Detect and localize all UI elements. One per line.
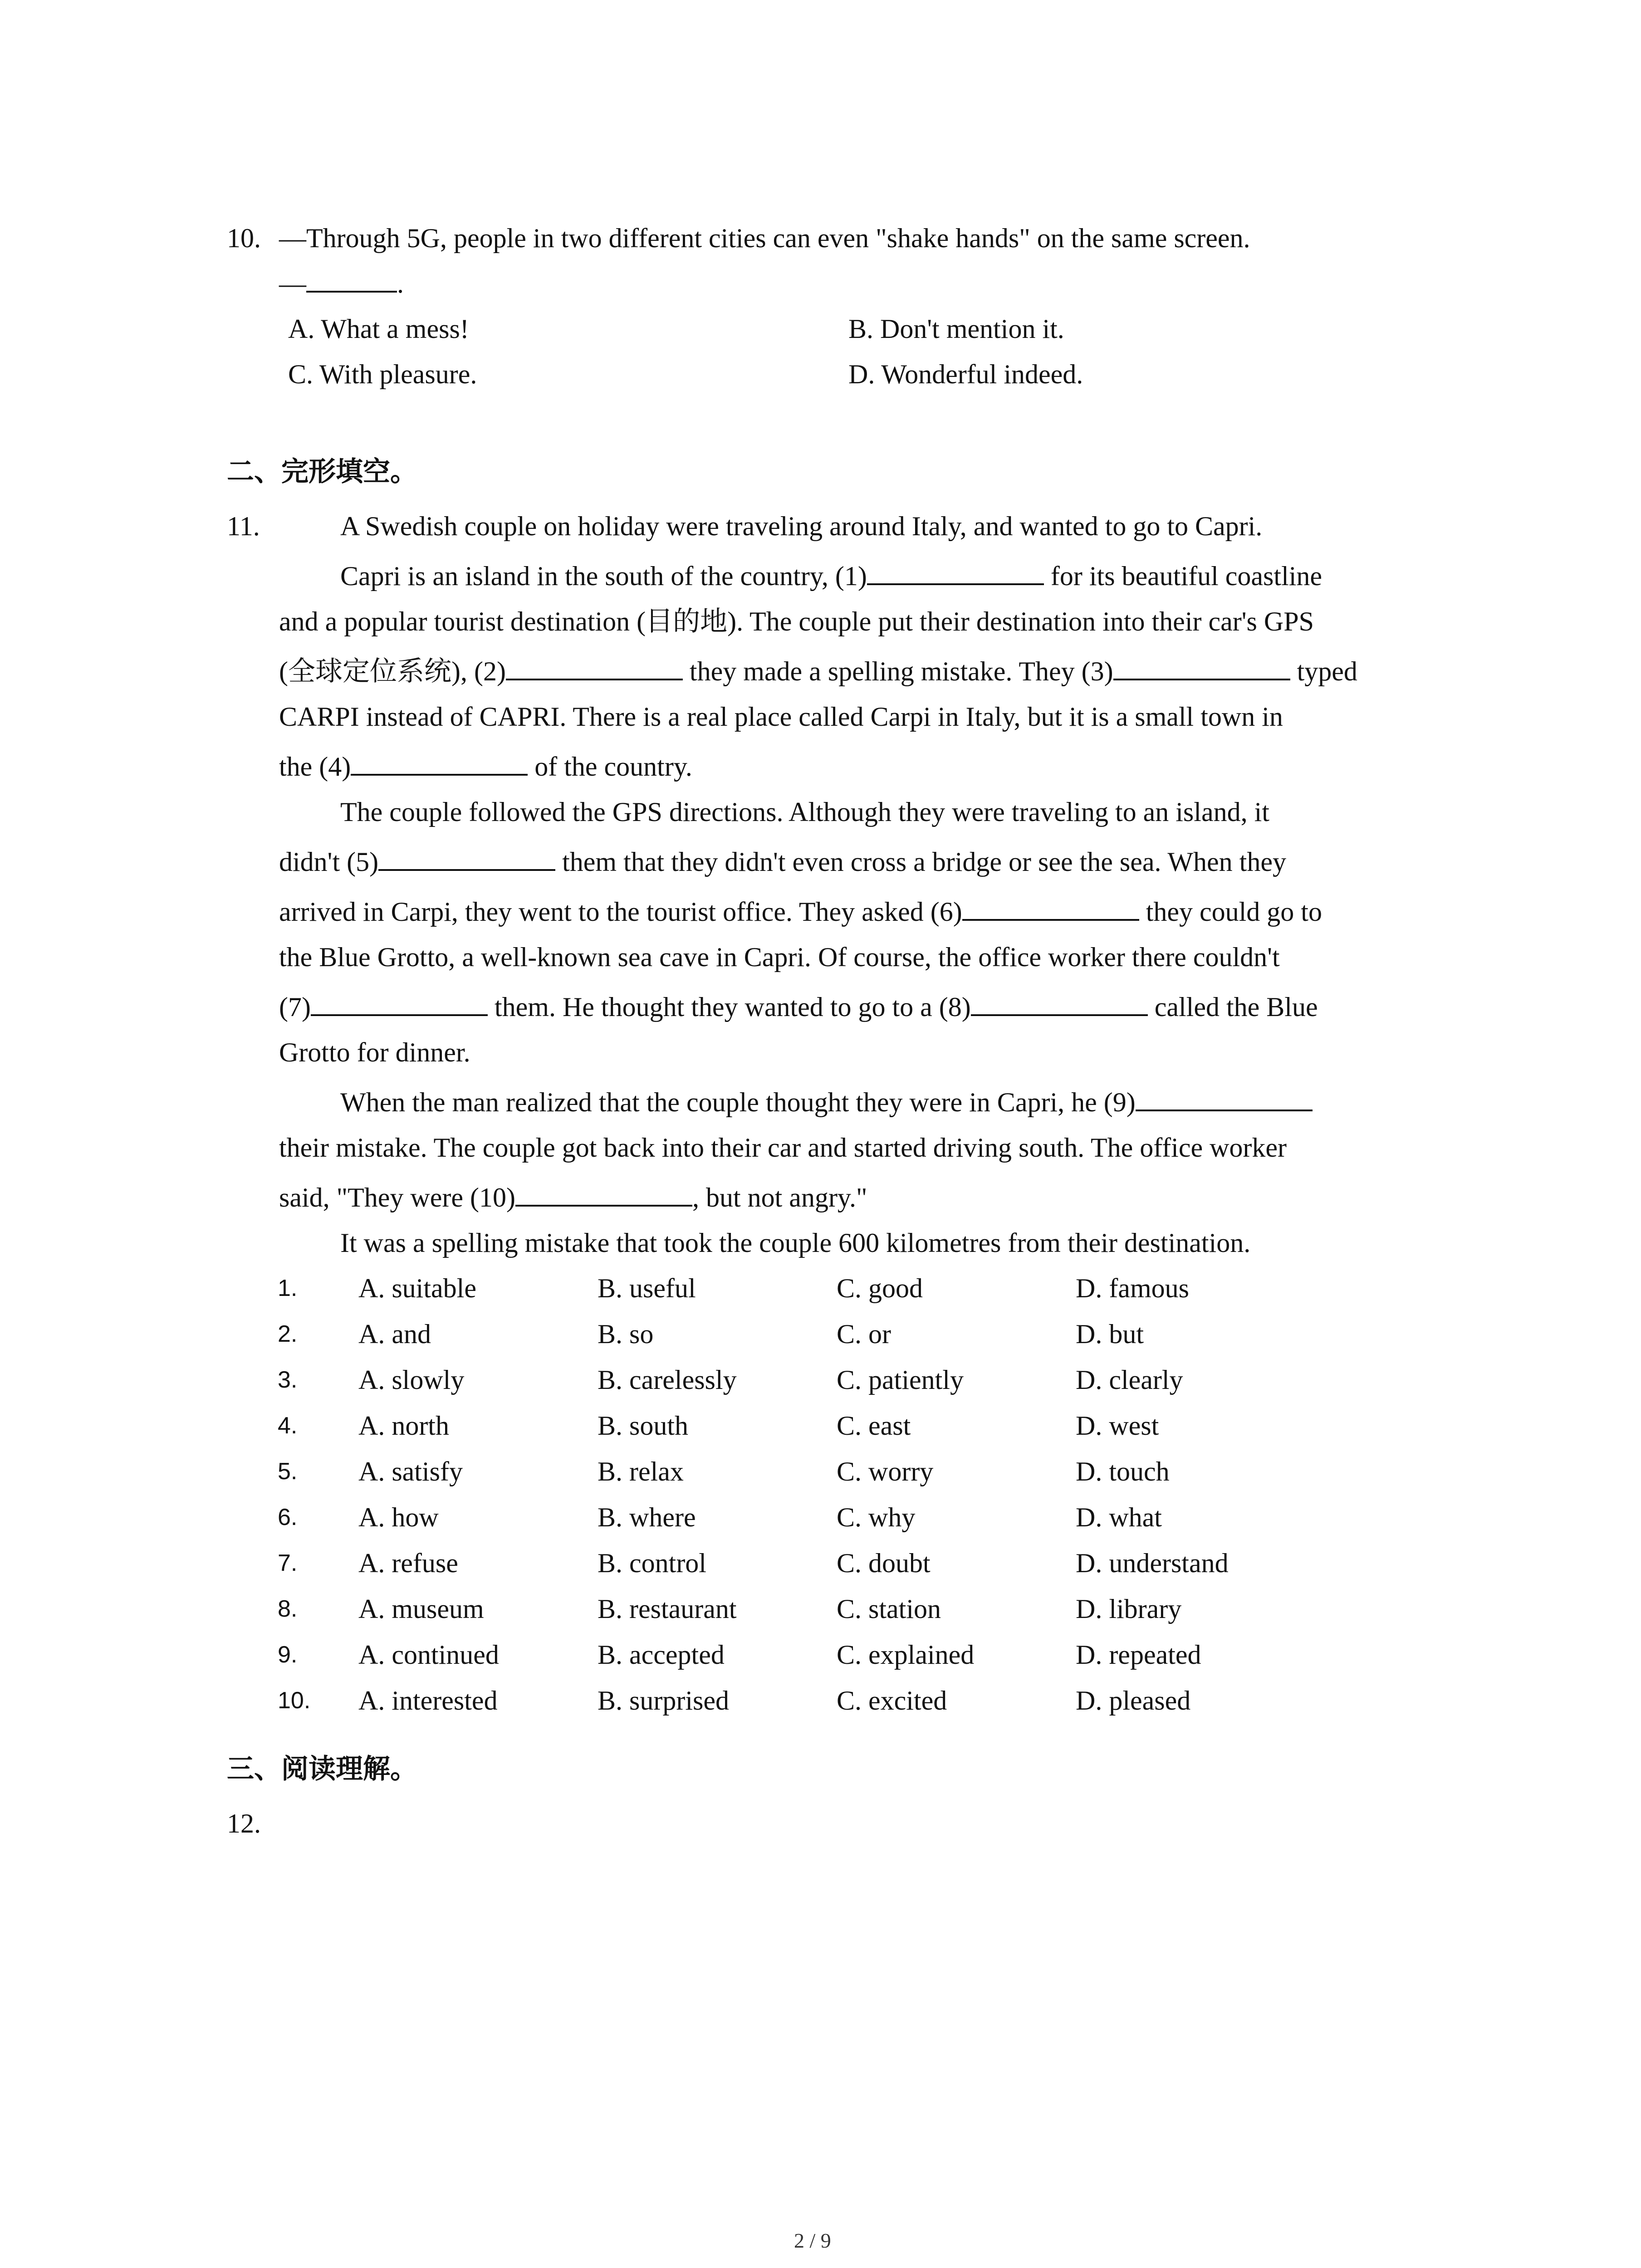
passage-text: of the country. [528,752,692,782]
choice-option-c[interactable]: C. excited [837,1686,947,1716]
q10-prompt: —Through 5G, people in two different cities can even "shake hands" on the same screen. [279,223,1250,253]
blank-5 [378,842,555,871]
choice-number: 2. [278,1321,298,1347]
choice-number: 7. [278,1550,298,1576]
passage-line-11 [279,984,1318,1030]
passage-line-9 [279,889,1322,934]
choice-option-d[interactable]: D. but [1076,1319,1144,1349]
choice-option-a[interactable]: A. how [358,1502,439,1532]
passage-text: for its beautiful coastline [1043,561,1323,591]
passage-line-13 [340,1080,1313,1125]
passage-text: they could go to [1139,897,1322,927]
q10-number: 10. [227,223,261,253]
choice-number: 10. [278,1687,311,1714]
passage-line-16: It was a spelling mistake that took the couple 600 kilometres from their destination. [340,1228,1251,1258]
passage-text: Capri is an island in the south of the country, (1) [340,561,867,591]
q10-reply-dash: — [279,269,306,298]
choice-option-d[interactable]: D. library [1076,1594,1182,1624]
passage-line-15 [279,1175,867,1220]
q10-option-c[interactable]: C. With pleasure. [288,359,477,389]
choice-number: 3. [278,1367,298,1393]
passage-text: called the Blue [1147,992,1318,1022]
passage-text: they made a spelling mistake. They (3) [682,656,1113,686]
choice-option-b[interactable]: B. restaurant [598,1594,737,1624]
passage-line-5: CARPI instead of CAPRI. There is a real place called Carpi in Italy, but it is a small town in [279,702,1283,732]
q11-number: 11. [227,511,260,541]
passage-line-1: A Swedish couple on holiday were traveling around Italy, and wanted to go to Capri. [340,511,1263,541]
choice-option-a[interactable]: A. interested [358,1686,498,1716]
passage-line-2 [340,553,1322,599]
choice-option-d[interactable]: D. west [1076,1411,1159,1441]
choice-number: 1. [278,1275,298,1301]
choice-option-b[interactable]: B. useful [598,1273,696,1303]
q10-option-d[interactable]: D. Wonderful indeed. [848,359,1083,389]
choice-option-a[interactable]: A. museum [358,1594,484,1624]
q10-blank [306,264,397,293]
choice-option-b[interactable]: B. where [598,1502,696,1532]
blank-8 [971,987,1148,1016]
blank-10 [515,1178,692,1207]
choice-option-c[interactable]: C. station [837,1594,941,1624]
passage-text: , but not angry." [692,1183,867,1212]
passage-text: the (4) [279,752,351,782]
choice-option-c[interactable]: C. doubt [837,1548,931,1578]
blank-1 [867,556,1044,585]
passage-line-14: their mistake. The couple got back into their car and started driving south. The office worker [279,1133,1287,1163]
choice-option-a[interactable]: A. refuse [358,1548,458,1578]
choice-option-b[interactable]: B. carelessly [598,1365,737,1395]
passage-line-7: The couple followed the GPS directions. Although they were traveling to an island, it [340,797,1269,827]
choice-option-c[interactable]: C. worry [837,1457,934,1486]
blank-4 [351,747,528,776]
choice-option-d[interactable]: D. touch [1076,1457,1170,1486]
passage-line-12: Grotto for dinner. [279,1037,470,1067]
choice-option-d[interactable]: D. what [1076,1502,1162,1532]
q10-reply-line [279,261,404,306]
choice-option-c[interactable]: C. patiently [837,1365,964,1395]
section-3-title: 三、阅读理解。 [227,1753,417,1785]
choice-option-a[interactable]: A. north [358,1411,449,1441]
passage-text: didn't (5) [279,847,379,877]
choice-option-a[interactable]: A. satisfy [358,1457,463,1486]
choice-option-a[interactable]: A. continued [358,1640,499,1670]
choice-number: 5. [278,1458,298,1485]
passage-text: typed [1290,656,1357,686]
choice-option-c[interactable]: C. good [837,1273,923,1303]
passage-line-3: and a popular tourist destination (目的地). The couple put their destination into their car's GPS [279,606,1314,636]
choice-option-a[interactable]: A. and [358,1319,431,1349]
choice-option-c[interactable]: C. explained [837,1640,975,1670]
choice-option-a[interactable]: A. suitable [358,1273,476,1303]
choice-option-b[interactable]: B. south [598,1411,689,1441]
choice-option-c[interactable]: C. east [837,1411,911,1441]
choice-number: 6. [278,1504,298,1530]
q10-option-b[interactable]: B. Don't mention it. [848,314,1064,344]
blank-2 [506,651,683,680]
choice-option-b[interactable]: B. so [598,1319,654,1349]
passage-line-10: the Blue Grotto, a well-known sea cave in Capri. Of course, the office worker there couldn't [279,942,1280,972]
passage-text: arrived in Carpi, they went to the tourist office. They asked (6) [279,897,962,927]
blank-6 [962,892,1139,921]
q12-number: 12. [227,1809,261,1838]
page-number: 2 / 9 [794,2229,831,2252]
choice-option-d[interactable]: D. repeated [1076,1640,1201,1670]
choice-option-b[interactable]: B. control [598,1548,706,1578]
passage-text: said, "They were (10) [279,1183,515,1212]
passage-line-6 [279,744,692,789]
choice-option-d[interactable]: D. pleased [1076,1686,1191,1716]
choice-number: 8. [278,1596,298,1622]
choice-option-a[interactable]: A. slowly [358,1365,465,1395]
choice-number: 9. [278,1642,298,1668]
choice-option-d[interactable]: D. famous [1076,1273,1189,1303]
blank-9 [1136,1082,1313,1111]
choice-option-b[interactable]: B. relax [598,1457,684,1486]
q10-reply-end: . [397,269,404,298]
choice-option-b[interactable]: B. surprised [598,1686,729,1716]
q10-option-a[interactable]: A. What a mess! [288,314,469,344]
choice-option-b[interactable]: B. accepted [598,1640,725,1670]
passage-text: them. He thought they wanted to go to a (8) [487,992,971,1022]
passage-text: them that they didn't even cross a bridge or see the sea. When they [555,847,1286,877]
choice-option-c[interactable]: C. why [837,1502,916,1532]
passage-text: (全球定位系统), (2) [279,656,506,686]
blank-7 [311,987,488,1016]
section-2-title: 二、完形填空。 [227,456,417,488]
passage-line-4 [279,649,1357,694]
choice-option-d[interactable]: D. understand [1076,1548,1229,1578]
choice-number: 4. [278,1413,298,1439]
choice-option-c[interactable]: C. or [837,1319,891,1349]
blank-3 [1113,651,1290,680]
passage-text: When the man realized that the couple thought they were in Capri, he (9) [340,1087,1136,1117]
choice-option-d[interactable]: D. clearly [1076,1365,1183,1395]
passage-line-8 [279,839,1286,885]
passage-text: (7) [279,992,311,1022]
